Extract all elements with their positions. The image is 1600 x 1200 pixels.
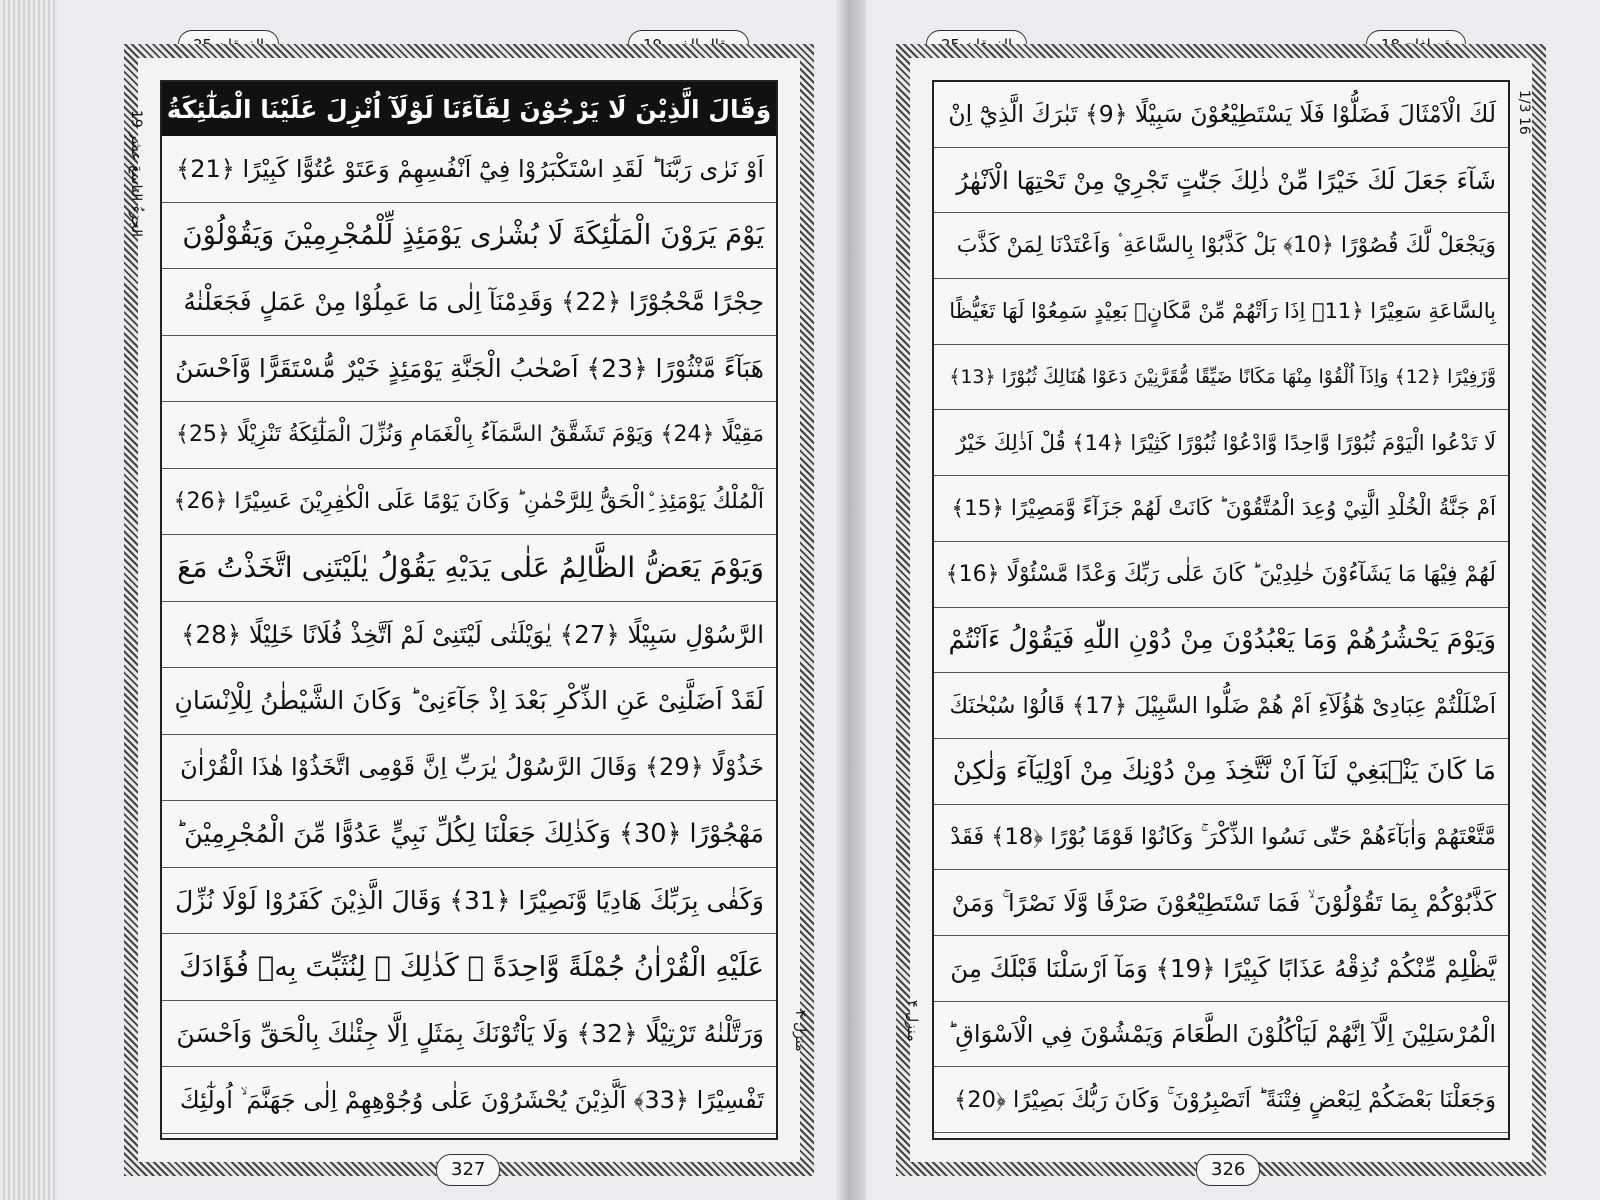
text-line: وَيَوْمَ يَعَضُّ الظَّالِمُ عَلٰى يَدَيْهِ يَقُوْلُ يٰلَيْتَنِى اتَّخَذْتُ مَعَ [162,535,776,602]
book-spine [836,0,866,1200]
left-margin-juz-note: الجزءُ التاسعَ عشر 19 [128,110,144,238]
left-margin-manzil-note: منزل ۴ [792,1010,808,1052]
left-text-area [162,82,776,1138]
left-ornamental-border [124,44,814,1176]
right-page [866,0,1600,1200]
text-line: وَرَتَّلْنٰهُ تَرْتِيْلًا ﴿32﴾ وَلَا يَاْتُوْنَكَ بِمَثَلٍ اِلَّا جِئْنٰكَ بِالْحَقِّ وَاَحْسَنَ [162,1001,776,1068]
text-line: لَا تَدْعُوا الْيَوْمَ ثُبُوْرًا وَّاحِدًا وَّادْعُوْا ثُبُوْرًا كَثِيْرًا ﴿14﴾ قُلْ اَذٰلِكَ خَيْرٌ [934,411,1508,477]
right-text-area [934,82,1508,1138]
text-line: مَّتَّعْتَهُمْ وَاٰبَآءَهُمْ حَتّٰى نَسُوا الذِّكْرَ ۚ وَكَانُوْا قَوْمًا بُوْرًا ﴿18﴾ فَقَدْ [934,805,1508,871]
right-ornamental-border [896,44,1546,1176]
left-text-box [160,80,778,1140]
text-line: اَضْلَلْتُمْ عِبَادِىْ هٰٓؤُلَآءِ اَمْ هُمْ ضَلُّوا السَّبِيْلَ ﴿17﴾ قَالُوْا سُبْحٰنَكَ [934,673,1508,739]
text-line: وَيَجْعَلْ لَّكَ قُصُوْرًا ﴿10﴾ بَلْ كَذَّبُوْا بِالسَّاعَةِ ۟ وَاَعْتَدْنَا لِمَنْ كَذَّبَ [934,213,1508,279]
text-line: عَلَيْهِ الْقُرْاٰنُ جُمْلَةً وَّاحِدَةً ۛ كَذٰلِكَ ۛ لِنُثَبِّتَ بِهٖ فُؤَادَكَ [162,934,776,1001]
left-page [58,0,838,1200]
text-line: وَّزَفِيْرًا ﴿12﴾ وَاِذَآ اُلْقُوْا مِنْهَا مَكَانًا ضَيِّقًا مُّقَرَّنِيْنَ دَعَوْا هُنَالِكَ ثُبُوْرًا ﴿13﴾ [934,345,1508,411]
page-edges [0,0,58,1200]
right-page-number: 326 [1196,1154,1260,1186]
text-line: لَكَ الْاَمْثَالَ فَضَلُّوْا فَلَا يَسْتَطِيْعُوْنَ سَبِيْلًا ﴿9﴾ تَبٰرَكَ الَّذِيْٓ اِنْ [934,82,1508,148]
text-line: حِجْرًا مَّحْجُوْرًا ﴿22﴾ وَقَدِمْنَآ اِلٰى مَا عَمِلُوْا مِنْ عَمَلٍ فَجَعَلْنٰهُ [162,269,776,336]
text-line: لَقَدْ اَضَلَّنِىْ عَنِ الذِّكْرِ بَعْدَ اِذْ جَآءَنِىْ ؕ وَكَانَ الشَّيْطٰنُ لِلْاِنْسَانِ [162,668,776,735]
text-line: وَجَعَلْنَا بَعْضَكُمْ لِبَعْضٍ فِتْنَةً ؕ اَتَصْبِرُوْنَ ۚ وَكَانَ رَبُّكَ بَصِيْرًا ﴿20﴾ [934,1068,1508,1134]
right-margin-ruku-note: 1/3 16 [1516,90,1532,135]
text-line: الرَّسُوْلِ سَبِيْلًا ﴿27﴾ يٰوَيْلَتٰى لَيْتَنِىْ لَمْ اَتَّخِذْ فُلَانًا خَلِيْلًا ﴿28﴾ [162,602,776,669]
text-line: مَهْجُوْرًا ﴿30﴾ وَكَذٰلِكَ جَعَلْنَا لِكُلِّ نَبِيٍّ عَدُوًّا مِّنَ الْمُجْرِمِيْنَ ؕ [162,801,776,868]
right-margin-manzil-note: منزل ۴ [904,1000,920,1042]
text-line: مَا كَانَ يَنْۢبَغِيْ لَنَآ اَنْ نَّتَّخِذَ مِنْ دُوْنِكَ مِنْ اَوْلِيَآءَ وَلٰكِنْ [934,739,1508,805]
text-line: وَكَفٰى بِرَبِّكَ هَادِيًا وَّنَصِيْرًا ﴿31﴾ وَقَالَ الَّذِيْنَ كَفَرُوْا لَوْلَا نُزِّلَ [162,868,776,935]
text-line: الْمُرْسَلِيْنَ اِلَّآ اِنَّهُمْ لَيَاْكُلُوْنَ الطَّعَامَ وَيَمْشُوْنَ فِي الْاَسْوَاقِ ؕ [934,1002,1508,1068]
text-line: اَلْمُلْكُ يَوْمَئِذِ ِۨالْحَقُّ لِلرَّحْمٰنِ ؕ وَكَانَ يَوْمًا عَلَى الْكٰفِرِيْنَ عَسِيْرًا ﴿26﴾ [162,469,776,536]
text-line: خَذُوْلًا ﴿29﴾ وَقَالَ الرَّسُوْلُ يٰرَبِّ اِنَّ قَوْمِى اتَّخَذُوْا هٰذَا الْقُرْاٰنَ [162,735,776,802]
text-line: بِالسَّاعَةِ سَعِيْرًا ﴿11﴾ اِذَا رَاَتْهُمْ مِّنْ مَّكَانٍۢ بَعِيْدٍ سَمِعُوْا لَهَا تَغَيُّظًا [934,279,1508,345]
text-line: لَهُمْ فِيْهَا مَا يَشَآءُوْنَ خٰلِدِيْنَ ؕ كَانَ عَلٰى رَبِّكَ وَعْدًا مَّسْئُوْلًا ﴿16﴾ [934,542,1508,608]
right-text-box [932,80,1510,1140]
text-line: اَمْ جَنَّةُ الْخُلْدِ الَّتِيْ وُعِدَ الْمُتَّقُوْنَ ؕ كَانَتْ لَهُمْ جَزَآءً وَّمَصِيْرًا ﴿15﴾ [934,476,1508,542]
text-line: اَوْ نَرٰى رَبَّنَا ؕ لَقَدِ اسْتَكْبَرُوْا فِيْٓ اَنْفُسِهِمْ وَعَتَوْ عُتُوًّا كَبِيْرًا ﴿21﴾ [162,136,776,203]
text-line: يَّظْلِمْ مِّنْكُمْ نُذِقْهُ عَذَابًا كَبِيْرًا ﴿19﴾ وَمَآ اَرْسَلْنَا قَبْلَكَ مِنَ [934,936,1508,1002]
text-line: كَذَّبُوْكُمْ بِمَا تَقُوْلُوْنَ ۙ فَمَا تَسْتَطِيْعُوْنَ صَرْفًا وَّلَا نَصْرًا ۚ وَمَنْ [934,870,1508,936]
text-line: تَفْسِيْرًا ﴿33﴾ اَلَّذِيْنَ يُحْشَرُوْنَ عَلٰى وُجُوْهِهِمْ اِلٰى جَهَنَّمَ ۙ اُولٰٓئِكَ [162,1067,776,1134]
text-line: وَيَوْمَ يَحْشُرُهُمْ وَمَا يَعْبُدُوْنَ مِنْ دُوْنِ اللّٰهِ فَيَقُوْلُ ءَاَنْتُمْ [934,608,1508,674]
left-page-number: 327 [436,1154,500,1186]
text-line: يَوْمَ يَرَوْنَ الْمَلٰٓئِكَةَ لَا بُشْرٰى يَوْمَئِذٍ لِّلْمُجْرِمِيْنَ وَيَقُوْلُوْنَ [162,203,776,270]
text-line: مَقِيْلًا ﴿24﴾ وَيَوْمَ تَشَقَّقُ السَّمَآءُ بِالْغَمَامِ وَنُزِّلَ الْمَلٰٓئِكَةُ تَنْزِيْلًا ﴿25﴾ [162,402,776,469]
text-line: هَبَآءً مَّنْثُوْرًا ﴿23﴾ اَصْحٰبُ الْجَنَّةِ يَوْمَئِذٍ خَيْرٌ مُّسْتَقَرًّا وَّاَحْسَنُ [162,336,776,403]
text-line: شَآءَ جَعَلَ لَكَ خَيْرًا مِّنْ ذٰلِكَ جَنّٰتٍ تَجْرِيْ مِنْ تَحْتِهَا الْاَنْهٰرُ [934,148,1508,214]
juz-opening-banner: وَقَالَ الَّذِيْنَ لَا يَرْجُوْنَ لِقَآءَنَا لَوْلَآ اُنْزِلَ عَلَيْنَا الْمَلٰٓئِكَةُ [162,82,776,136]
